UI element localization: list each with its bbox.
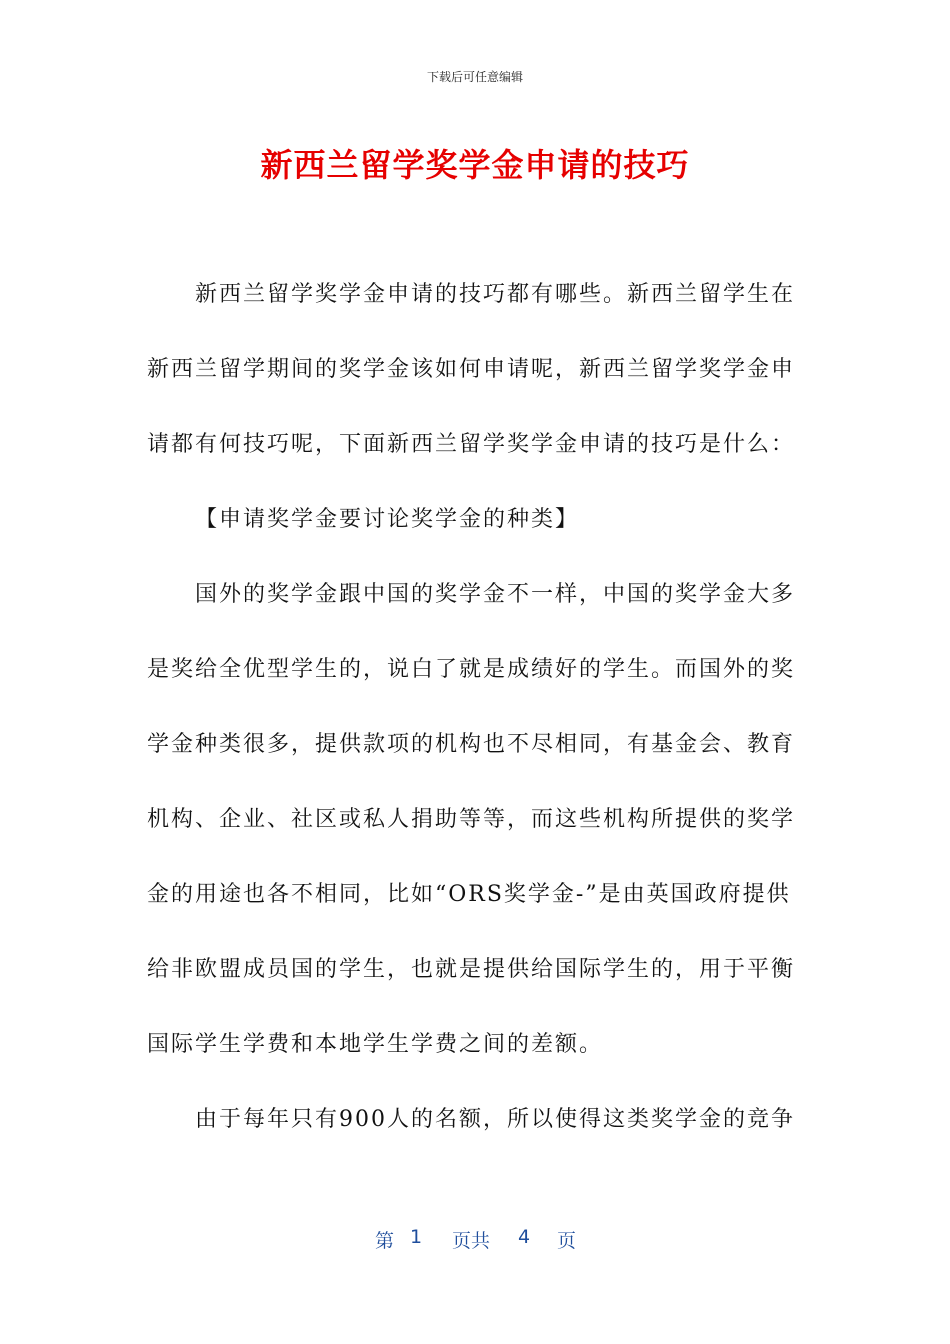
paragraph-line: 给非欧盟成员国的学生，也就是提供给国际学生的，用于平衡 <box>147 957 796 982</box>
footer-label-end: 页 <box>557 1230 577 1252</box>
page-title: 新西兰留学奖学金申请的技巧 <box>260 146 690 184</box>
header-note: 下载后可任意编辑 <box>426 70 523 84</box>
paragraph-line: 由于每年只有900人的名额，所以使得这类奖学金的竞争 <box>195 1107 795 1132</box>
footer-page-number: 1 <box>410 1226 423 1248</box>
footer-total-pages: 4 <box>518 1226 531 1248</box>
paragraph-line: 是奖给全优型学生的，说白了就是成绩好的学生。而国外的奖 <box>147 657 796 682</box>
paragraph-line: 请都有何技巧呢，下面新西兰留学奖学金申请的技巧是什么： <box>147 432 796 457</box>
section-heading: 【申请奖学金要讨论奖学金的种类】 <box>195 507 580 532</box>
paragraph-line: 国际学生学费和本地学生学费之间的差额。 <box>147 1032 604 1057</box>
footer-label-page: 第 <box>375 1230 395 1252</box>
paragraph-line: 机构、企业、社区或私人捐助等等，而这些机构所提供的奖学 <box>147 807 796 832</box>
paragraph-line: 学金种类很多，提供款项的机构也不尽相同，有基金会、教育 <box>147 732 796 757</box>
footer-label-total: 页共 <box>452 1230 491 1252</box>
paragraph-line: 新西兰留学期间的奖学金该如何申请呢，新西兰留学奖学金申 <box>147 357 796 382</box>
paragraph-line: 国外的奖学金跟中国的奖学金不一样，中国的奖学金大多 <box>195 582 796 607</box>
paragraph-line: 新西兰留学奖学金申请的技巧都有哪些。新西兰留学生在 <box>195 282 796 307</box>
paragraph-line: 金的用途也各不相同，比如“ORS奖学金-”是由英国政府提供 <box>147 882 791 907</box>
